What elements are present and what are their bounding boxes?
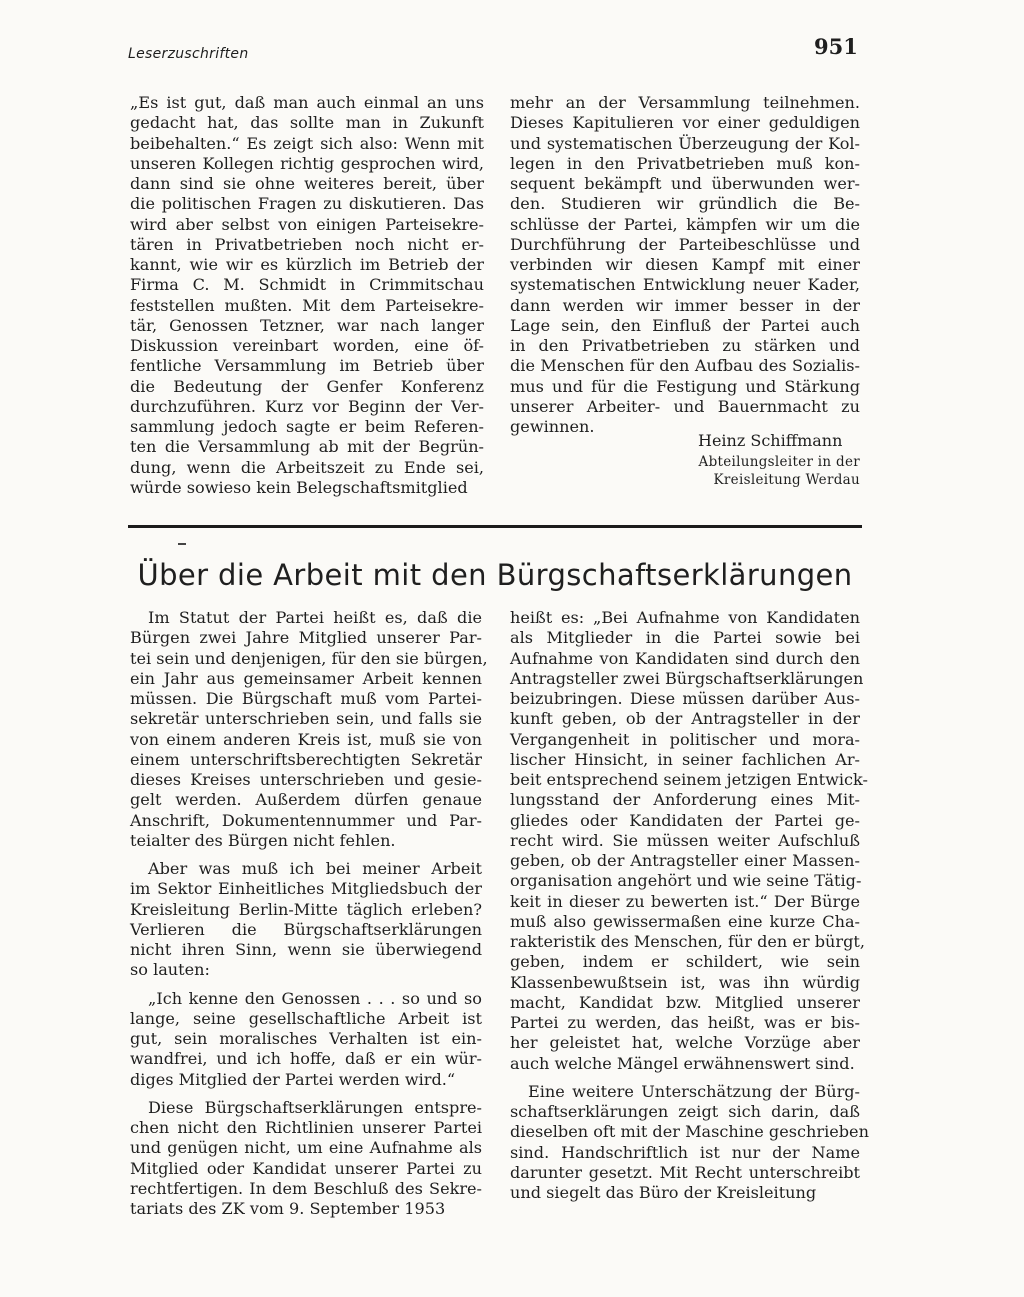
- text-line: gewinnen.: [510, 417, 595, 436]
- text-line: schaftserklärungen zeigt sich darin, daß: [510, 1102, 860, 1121]
- text-line: „Ich kenne den Genossen . . . so und so: [148, 988, 482, 1008]
- text-line: dieselben oft mit der Maschine geschrieben: [510, 1122, 869, 1142]
- text-line: Verlieren die Bürgschaftserklärungen: [130, 919, 482, 939]
- paragraph: [130, 989, 482, 1090]
- author-signature: Heinz Schiffmann: [698, 431, 843, 450]
- text-line: beibehalten.“ Es zeigt sich also: Wenn mit: [130, 133, 484, 153]
- text-line: wandfrei, und ich hoffe, daß er ein wür-: [130, 1049, 482, 1069]
- text-line: unseren Kollegen richtig gesprochen wird,: [130, 153, 484, 173]
- text-line: sind. Handschriftlich ist nur der Name: [510, 1142, 860, 1162]
- text-line: Vergangenheit in politischer und mora-: [510, 729, 860, 749]
- page-number: 951: [814, 34, 858, 59]
- text-line: unserer Arbeiter- und Bauernmacht zu: [510, 396, 860, 416]
- text-line: Durchführung der Parteibeschlüsse und: [510, 234, 860, 254]
- text-line: kannt, wie wir es kürzlich im Betrieb der: [130, 255, 484, 274]
- text-line: kunft geben, ob der Antragsteller in der: [510, 709, 860, 729]
- text-line: tären in Privatbetrieben noch nicht er-: [130, 234, 484, 254]
- text-line: keit in dieser zu bewerten ist.“ Der Bürge: [510, 891, 860, 911]
- article-column-left: [130, 608, 488, 1219]
- text-line: beizubringen. Diese müssen darüber Aus-: [510, 689, 860, 708]
- text-line: gedacht hat, das sollte man in Zukunft: [130, 113, 484, 133]
- text-line: mehr an der Versammlung teilnehmen.: [510, 93, 860, 112]
- text-line: „Es ist gut, daß man auch einmal an uns: [130, 93, 484, 112]
- text-line: legen in den Privatbetrieben muß kon-: [510, 153, 860, 173]
- text-line: und siegelt das Büro der Kreisleitung: [510, 1183, 817, 1202]
- text-line: in den Privatbetrieben zu stärken und: [510, 336, 860, 355]
- text-line: einem unterschriftsberechtigten Sekretär: [130, 749, 482, 769]
- text-line: rechtfertigen. In dem Beschluß des Sekre-: [130, 1178, 482, 1198]
- text-line: organisation angehört und wie seine Tätig-: [510, 871, 862, 891]
- text-line: gut, sein moralisches Verhalten ist ein-: [130, 1029, 482, 1048]
- author-role-line-2: Kreisleitung Werdau: [713, 472, 860, 488]
- text-line: her geleistet hat, welche Vorzüge aber: [510, 1033, 860, 1053]
- text-line: gelt werden. Außerdem dürfen genaue: [130, 790, 482, 810]
- text-line: dann sind sie ohne weiteres bereit, über: [130, 174, 484, 193]
- text-line: fentliche Versammlung im Betrieb über: [130, 356, 484, 376]
- text-line: so lauten:: [130, 960, 210, 980]
- text-line: die Menschen für den Aufbau des Sozialis-: [510, 356, 860, 376]
- paragraph: [510, 1081, 869, 1204]
- text-line: sammlung jedoch sagte er beim Referen-: [130, 417, 484, 436]
- text-line: teialter des Bürgen nicht fehlen.: [130, 830, 396, 850]
- text-line: Partei zu werden, das heißt, was er bis-: [510, 1013, 860, 1032]
- text-line: und genügen nicht, um eine Aufnahme als: [130, 1138, 482, 1158]
- text-line: verbinden wir diesen Kampf mit einer: [510, 255, 860, 274]
- text-line: Kreisleitung Berlin-Mitte täglich erleben?: [130, 899, 482, 919]
- text-line: sekretär unterschrieben sein, und falls sie: [130, 709, 482, 729]
- text-line: ein Jahr aus gemeinsamer Arbeit kennen: [130, 668, 482, 688]
- paragraph: [510, 608, 868, 1074]
- text-line: tariats des ZK vom 9. September 1953: [130, 1199, 446, 1218]
- text-line: nicht ihren Sinn, wenn sie überwiegend: [130, 940, 482, 959]
- text-line: recht wird. Sie müssen weiter Aufschluß: [510, 830, 860, 850]
- text-line: Antragsteller zwei Bürgschaftserklärungen: [510, 668, 864, 688]
- text-line: heißt es: „Bei Aufnahme von Kandidaten: [510, 608, 860, 627]
- text-line: feststellen mußten. Mit dem Parteisekre-: [130, 295, 484, 315]
- text-line: Klassenbewußtsein ist, was ihn würdig: [510, 972, 860, 992]
- text-line: Firma C. M. Schmidt in Crimmitschau: [130, 275, 484, 295]
- text-line: Lage sein, den Einfluß der Partei auch: [510, 315, 860, 335]
- article-title: Über die Arbeit mit den Bürgschaftserklärungen: [137, 558, 853, 592]
- text-line: lungsstand der Anforderung eines Mit-: [510, 790, 860, 810]
- author-role-line-1: Abteilungsleiter in der: [698, 454, 860, 470]
- letter-column-left: [130, 93, 484, 498]
- letter-column-right: [510, 93, 860, 437]
- paragraph: [130, 1098, 482, 1220]
- text-line: systematischen Entwicklung neuer Kader,: [510, 275, 860, 295]
- text-line: Anschrift, Dokumentennummer und Par-: [130, 810, 482, 830]
- text-line: geben, ob der Antragsteller einer Massen-: [510, 851, 860, 870]
- text-line: mus und für die Festigung und Stärkung: [510, 376, 860, 396]
- text-line: würde sowieso kein Belegschaftsmitglied: [130, 477, 468, 497]
- text-line: Eine weitere Unterschätzung der Bürg-: [528, 1081, 860, 1101]
- text-line: die politischen Fragen zu diskutieren. Das: [130, 194, 484, 214]
- text-line: und systematischen Überzeugung der Kol-: [510, 133, 860, 153]
- text-line: Diese Bürgschaftserklärungen entspre-: [148, 1097, 482, 1117]
- text-line: wird aber selbst von einigen Parteisekre-: [130, 214, 484, 234]
- text-line: Mitglied oder Kandidat unserer Partei zu: [130, 1158, 482, 1178]
- text-line: rakteristik des Menschen, für den er bürgt,: [510, 932, 865, 951]
- article-column-right: [510, 608, 869, 1203]
- text-line: auch welche Mängel erwähnenswert sind.: [510, 1053, 855, 1073]
- text-line: von einem anderen Kreis ist, muß sie von: [130, 729, 482, 749]
- text-line: lischer Hinsicht, in seiner fachlichen Ar-: [510, 749, 860, 769]
- text-line: macht, Kandidat bzw. Mitglied unserer: [510, 992, 860, 1012]
- text-line: müssen. Die Bürgschaft muß vom Partei-: [130, 689, 482, 708]
- text-line: dung, wenn die Arbeitszeit zu Ende sei,: [130, 457, 484, 477]
- text-line: geben, indem er schildert, wie sein: [510, 952, 860, 972]
- text-line: Aber was muß ich bei meiner Arbeit: [148, 859, 482, 878]
- text-line: sequent bekämpft und überwunden wer-: [510, 174, 860, 193]
- text-line: Dieses Kapitulieren vor einer geduldigen: [510, 113, 860, 133]
- text-line: darunter gesetzt. Mit Recht unterschreibt: [510, 1162, 860, 1182]
- text-line: diges Mitglied der Partei werden wird.“: [130, 1069, 456, 1089]
- text-line: als Mitglieder in die Partei sowie bei: [510, 628, 860, 648]
- text-line: tei sein und denjenigen, für den sie bürgen,: [130, 648, 488, 668]
- text-line: im Sektor Einheitliches Mitgliedsbuch der: [130, 879, 482, 899]
- text-line: gliedes oder Kandidaten der Partei ge-: [510, 810, 860, 830]
- text-line: durchzuführen. Kurz vor Beginn der Ver-: [130, 396, 484, 416]
- paragraph: [130, 608, 488, 851]
- text-line: Bürgen zwei Jahre Mitglied unserer Par-: [130, 628, 482, 648]
- text-line: dieses Kreises unterschrieben und gesie-: [130, 770, 482, 789]
- paragraph: [130, 859, 482, 981]
- text-line: die Bedeutung der Genfer Konferenz: [130, 376, 484, 396]
- section-divider: [128, 525, 862, 528]
- text-line: den. Studieren wir gründlich die Be-: [510, 194, 860, 214]
- text-line: beit entsprechend seinem jetzigen Entwick-: [510, 770, 868, 789]
- text-line: muß also gewissermaßen eine kurze Cha-: [510, 911, 860, 931]
- text-line: lange, seine gesellschaftliche Arbeit ist: [130, 1008, 482, 1028]
- running-head: Leserzuschriften: [128, 46, 249, 62]
- text-line: Diskussion vereinbart worden, eine öf-: [130, 336, 484, 355]
- text-line: dann werden wir immer besser in der: [510, 295, 860, 315]
- text-line: schlüsse der Partei, kämpfen wir um die: [510, 214, 860, 234]
- divider-mark: [178, 543, 186, 545]
- text-line: Aufnahme von Kandidaten sind durch den: [510, 648, 860, 668]
- text-line: Im Statut der Partei heißt es, daß die: [148, 608, 482, 627]
- text-line: ten die Versammlung ab mit der Begrün-: [130, 437, 484, 457]
- text-line: chen nicht den Richtlinien unserer Partei: [130, 1118, 482, 1137]
- text-line: tär, Genossen Tetzner, war nach langer: [130, 315, 484, 335]
